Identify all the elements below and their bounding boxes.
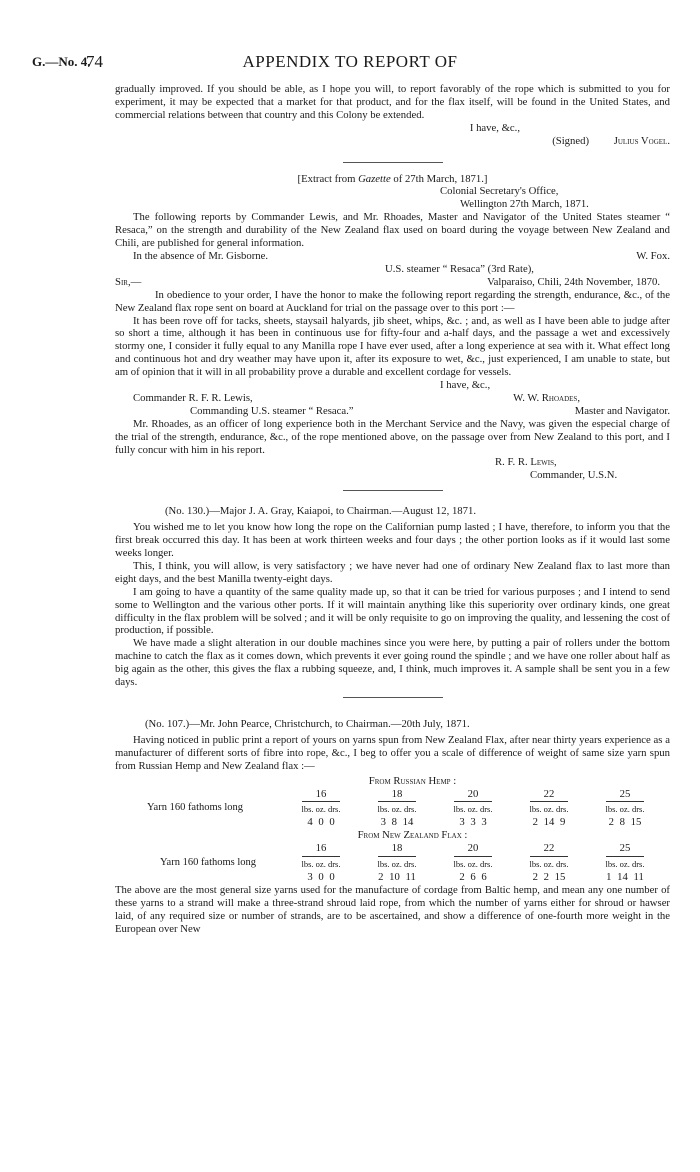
table-size-label: 18: [391, 787, 403, 800]
gazette-office: Colonial Secretary's Office,: [440, 185, 559, 198]
gazette-ship: U.S. steamer “ Resaca” (3rd Rate),: [385, 262, 534, 275]
letter-130-paragraph-2: This, I think, you will allow, is very satisfactory ; we have never had one of ordinary New Zealand flax to last more than eight days, and the best Manilla twenty-eight days.: [115, 559, 670, 585]
table-weight-value: 2 6 6: [459, 870, 487, 883]
gazette-paragraph: The following reports by Commander Lewis, and Mr. Rhoades, Master and Navigator of the United States steamer “ Resaca,” on the strength and durability of the New Zealand flax used on board during the voyage between New Zealand and Chili, are published for general information.: [115, 211, 670, 250]
table-unit-label: lbs. oz. drs.: [605, 859, 645, 870]
table-rule: [606, 856, 644, 857]
table-rule: [378, 856, 416, 857]
table-unit-label: lbs. oz. drs.: [301, 859, 341, 870]
table-columns: [283, 788, 663, 830]
table-section: [115, 788, 670, 830]
table-weight-value: 3 8 14: [380, 816, 414, 829]
endorsement-paragraph: Mr. Rhoades, as an officer of long experience both in the Merchant Service and the Navy, was given the especial charge of the trial of the strength, endurance, &c., of the rope mentioned above, on the passage over from New Zealand to this port, and I fully concur with him in his report.: [115, 417, 670, 456]
letter-130-heading: (No. 130.)—Major J. A. Gray, Kaiapoi, to Chairman.—August 12, 1871.: [165, 505, 476, 518]
gazette-absence-line: In the absence of Mr. Gisborne. W. Fox.: [133, 249, 670, 262]
report-signature-line-2: Commanding U.S. steamer “ Resaca.” Master and Navigator.: [190, 404, 670, 417]
table-size-label: 16: [315, 842, 327, 855]
table-unit-label: lbs. oz. drs.: [529, 859, 569, 870]
table-rule: [530, 856, 568, 857]
table-column: [359, 788, 435, 830]
endorsement-title: Commander, U.S.N.: [530, 469, 618, 482]
table-column: [511, 788, 587, 830]
table-size-label: 16: [315, 787, 327, 800]
table-size-label: 18: [391, 842, 403, 855]
table-rule: [606, 801, 644, 802]
intro-closing: I have, &c.,: [469, 121, 520, 134]
table-weight-value: 2 8 15: [608, 816, 642, 829]
document-body: [115, 83, 670, 935]
table-size-label: 20: [467, 842, 479, 855]
table-weight-value: 3 0 0: [307, 870, 335, 883]
table-row-label: Yarn 160 fathoms long: [160, 856, 257, 868]
page-number: 74: [86, 52, 103, 71]
letter-107-heading: (No. 107.)—Mr. John Pearce, Christchurch, to Chairman.—20th July, 1871.: [145, 717, 470, 730]
gazette-office-date: Wellington 27th March, 1871.: [460, 198, 589, 211]
table-columns: [283, 842, 663, 884]
table-section-heading: From New Zealand Flax :: [357, 829, 468, 842]
table-column: [587, 842, 663, 884]
table-weight-value: 4 0 0: [307, 816, 335, 829]
gazette-heading: [Extract from Gazette of 27th March, 1871.]: [297, 172, 488, 185]
table-column: [435, 788, 511, 830]
table-column: [283, 842, 359, 884]
table-rule: [302, 801, 340, 802]
table-unit-label: lbs. oz. drs.: [377, 804, 417, 815]
table-rule: [378, 801, 416, 802]
table-rule: [530, 801, 568, 802]
table-column: [587, 788, 663, 830]
letter-107-paragraph-1: Having noticed in public print a report of yours on yarns spun from New Zealand Flax, after near thirty years experience as a manufacturer of different sorts of fibre into rope, &c., I beg to offer you a scale of difference of weight of same size yarn spun from Russian Hemp and New Zealand flax :—: [115, 733, 670, 772]
table-unit-label: lbs. oz. drs.: [377, 859, 417, 870]
yarn-weight-table: [115, 775, 670, 884]
table-weight-value: 2 10 11: [378, 870, 416, 883]
table-unit-label: lbs. oz. drs.: [301, 804, 341, 815]
page-id: G.—No. 4.: [32, 54, 91, 69]
report-closing: I have, &c.,: [440, 379, 491, 392]
table-unit-label: lbs. oz. drs.: [453, 859, 493, 870]
signer-name: Julius Vogel.: [613, 134, 670, 147]
page-header: [0, 52, 700, 74]
table-row-label: Yarn 160 fathoms long: [147, 801, 244, 813]
signed-label: (Signed): [552, 134, 590, 147]
table-weight-value: 1 14 11: [606, 870, 644, 883]
letter-130-paragraph-3: I am going to have a quantity of the same quality made up, so that it can be tried for various purposes ; and I intend to send some to Wellington and the various other ports. If it will maintain anything like this superiority over ordinary kinds, one great difficulty in the flax problem will be solved ; and it will be only requisite to go on improving the quality, and lessening the cost of production, if possible.: [115, 585, 670, 637]
table-size-label: 22: [543, 787, 555, 800]
table-weight-value: 2 2 15: [532, 870, 566, 883]
letter-107-paragraph-2: The above are the most general size yarns used for the manufacture of cordage from Baltic hemp, and mean any one number of these yarns to a strand will make a three-strand shroud laid rope, from which the number of yarns either for shroud or hawser laid, of any required size or number of strands, are to be ascertained, and show a difference of one-fourth more weight in the European over New: [115, 883, 670, 935]
intro-paragraph: gradually improved. If you should be able, as I hope you will, to report favorably of the rope which is submitted to you for experiment, it may be expected that a market for that product, and for the flax itself, will be found in the United States, and commercial relations between that country and this Colony be extended.: [115, 83, 670, 121]
letter-130-paragraph-4: We have made a slight alteration in our double machines since you were here, by putting a pair of rollers under the bottom machine to catch the flax as it comes down, which prevents it ever going round the spindle ; and we have one roller about half as big again as the other, this gives the flax a rubbing squeeze, and, I think, much improves it. A sample shall be sent you in a few days.: [115, 637, 670, 689]
table-column: [435, 842, 511, 884]
table-weight-value: 3 3 3: [459, 816, 487, 829]
table-size-label: 25: [619, 842, 631, 855]
report-signature-line-1: Commander R. F. R. Lewis, W. W. Rhoades,: [133, 391, 580, 404]
table-rule: [454, 856, 492, 857]
table-unit-label: lbs. oz. drs.: [529, 804, 569, 815]
table-section: [115, 842, 670, 884]
endorsement-name: R. F. R. Lewis,: [495, 456, 557, 469]
table-weight-value: 2 14 9: [532, 816, 566, 829]
report-salutation-line: Sir,— Valparaiso, Chili, 24th November, 1870.: [115, 275, 660, 288]
table-rule: [454, 801, 492, 802]
table-rule: [302, 856, 340, 857]
table-size-label: 22: [543, 842, 555, 855]
table-size-label: 25: [619, 787, 631, 800]
table-unit-label: lbs. oz. drs.: [453, 804, 493, 815]
table-column: [511, 842, 587, 884]
letter-130-paragraph-1: You wished me to let you know how long the rope on the Californian pump lasted ; I have, therefore, to inform you that the first break occurred this day. It has been at work thirteen weeks and four days ; the other portion looks as if it would last some weeks longer.: [115, 521, 670, 559]
table-column: [359, 842, 435, 884]
report-paragraph-1: In obedience to your order, I have the honor to make the following report regarding the strength, endurance, &c., of the New Zealand flax rope sent on board at Auckland for trial on the passage over to this port :—: [115, 288, 670, 314]
page-title: APPENDIX TO REPORT OF: [242, 52, 458, 71]
report-paragraph-2: It has been rove off for tacks, sheets, staysail halyards, jib sheet, whips, &c. ; and, as well as I have been able to judge after so short a time, although it has been in continuous use for fifty-four and a-half days, and the passage a wet and excessively stormy one, I consider it fully equal to any Manilla rope I have ever used, after a long experience at sea with it. What effect long and continuous hot and dry weather may have upon it, after its exposure to wet, &c., just experienced, I am unable to state, but am of opinion that it will in all probability prove a durable and excellent cordage for vessels.: [115, 314, 670, 379]
intro-signature: [115, 135, 670, 148]
table-size-label: 20: [467, 787, 479, 800]
table-column: [283, 788, 359, 830]
table-unit-label: lbs. oz. drs.: [605, 804, 645, 815]
table-section-heading: From Russian Hemp :: [368, 774, 457, 787]
